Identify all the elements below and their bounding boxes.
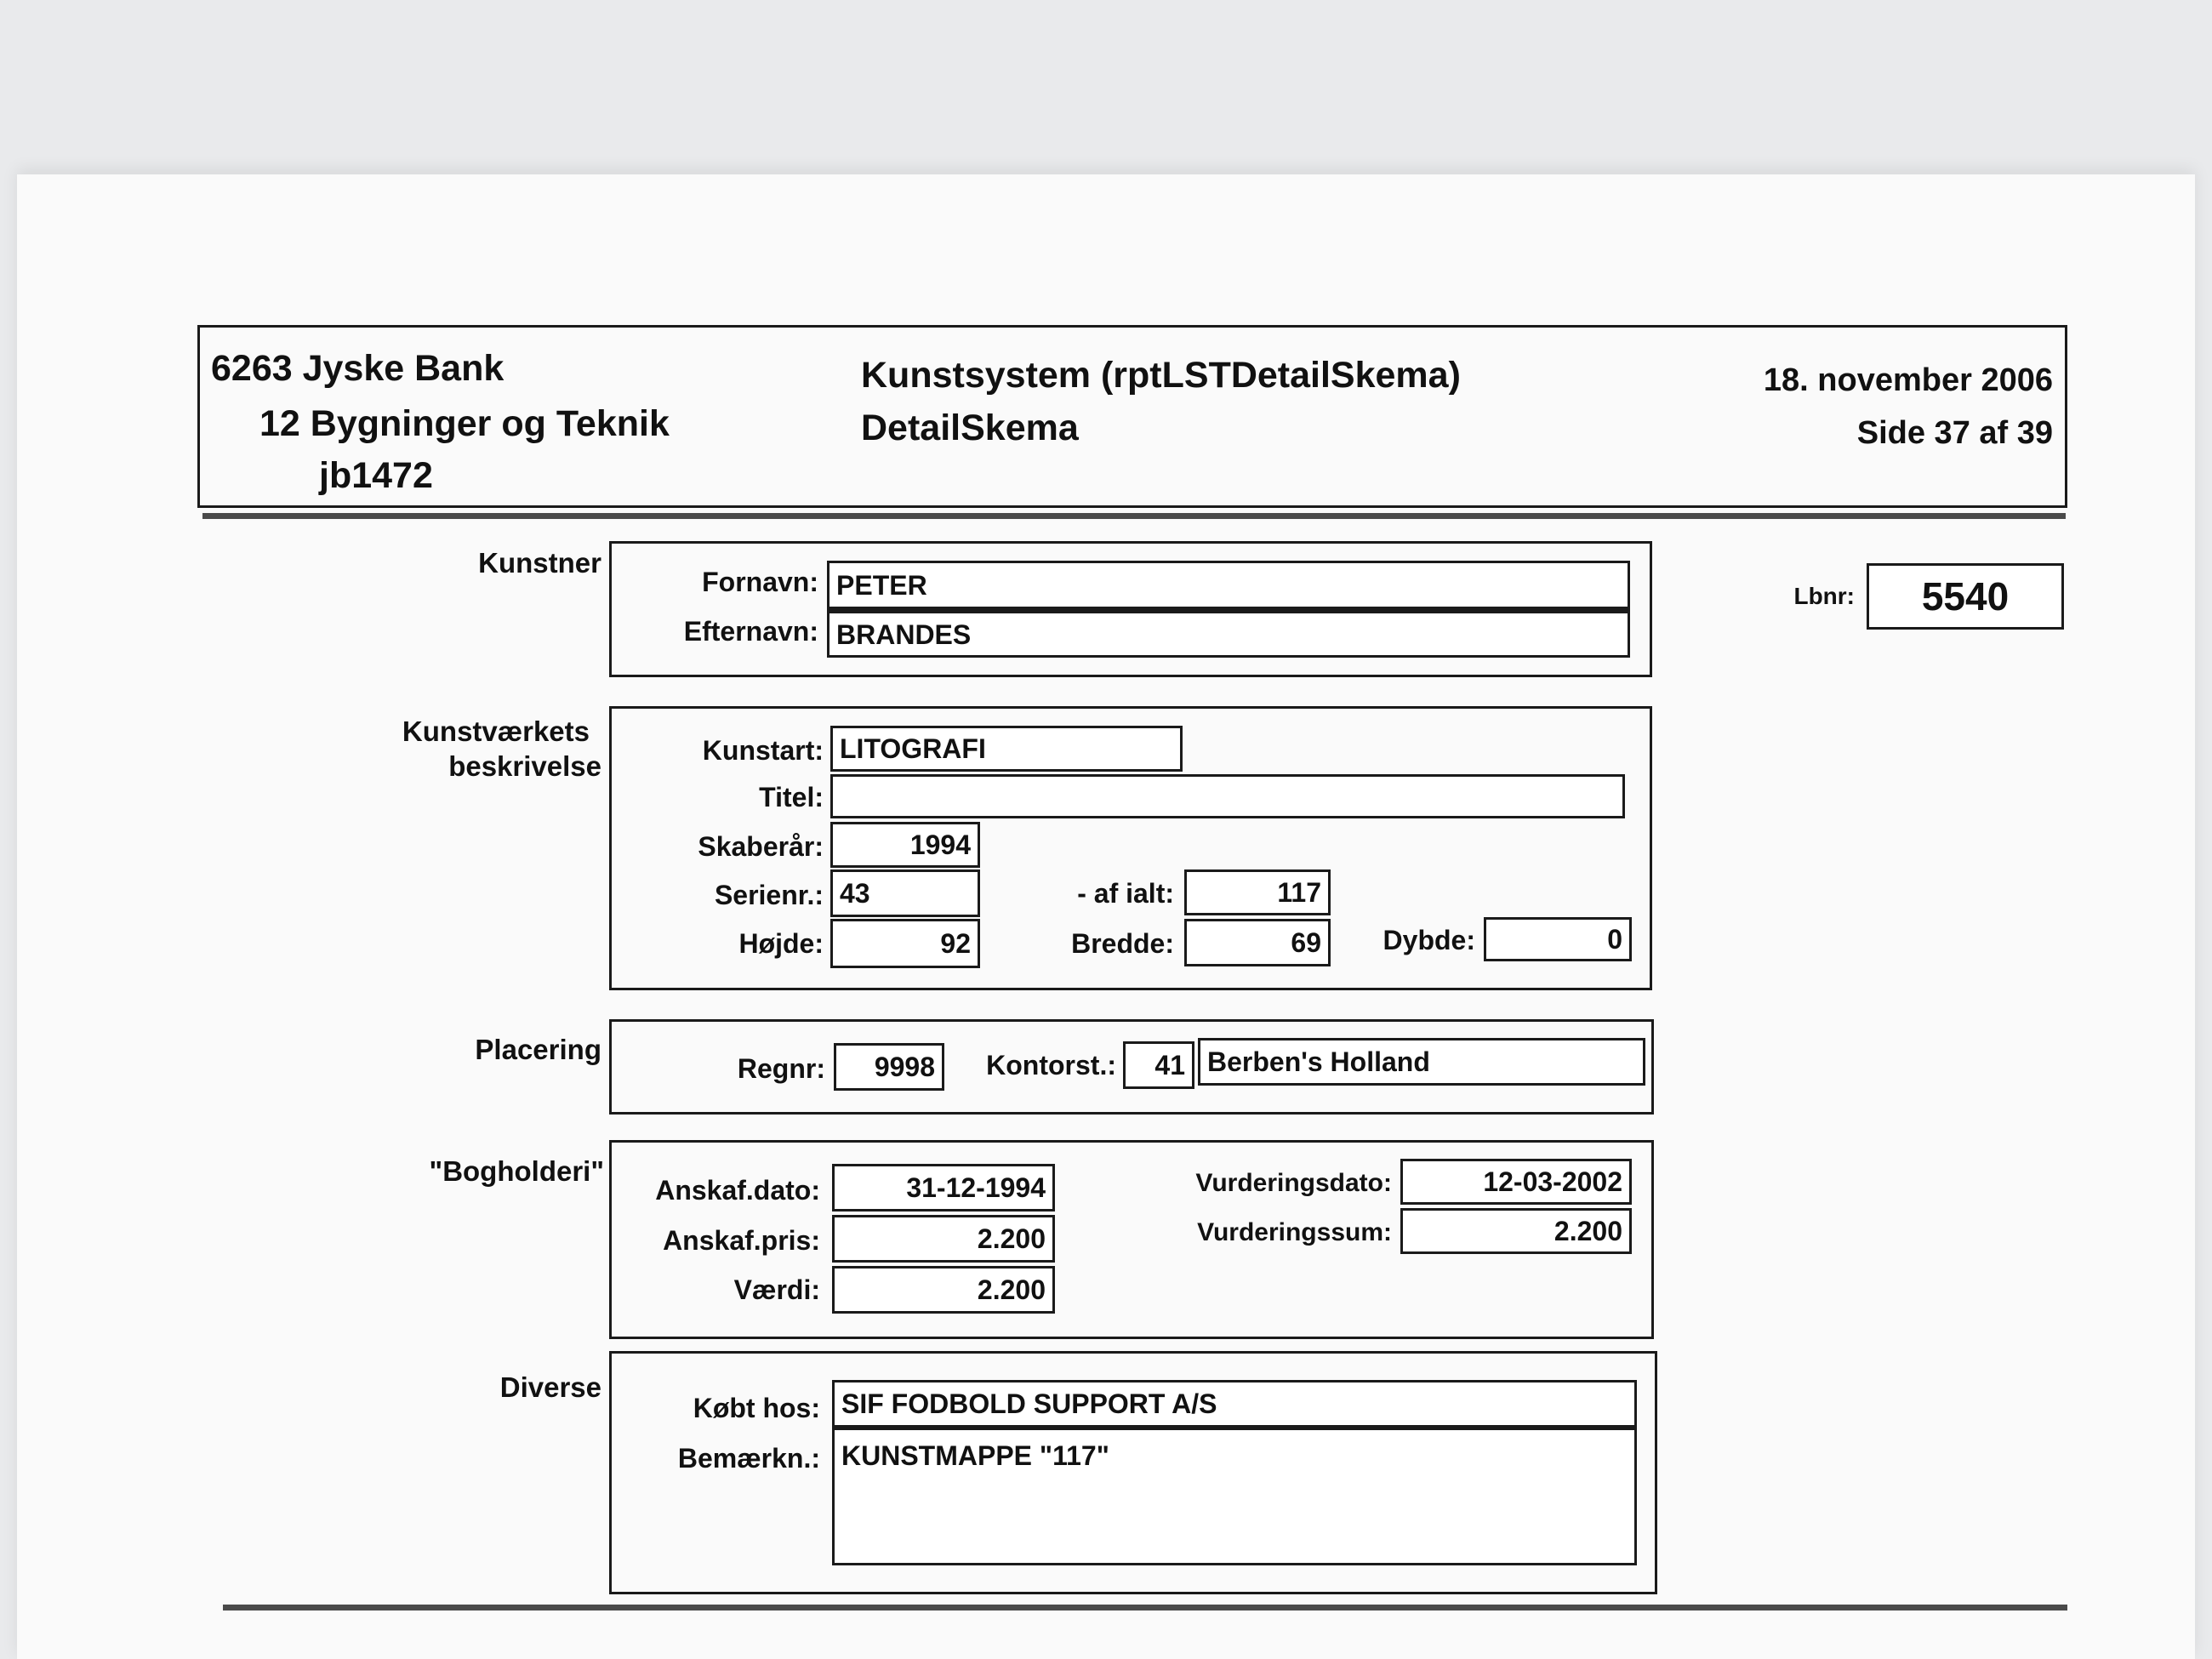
page-indicator: Side 37 af 39	[1856, 415, 2053, 451]
fornavn-field: PETER	[827, 561, 1630, 609]
org-line3: jb1472	[319, 455, 433, 496]
af-ialt-field: 117	[1184, 869, 1331, 915]
bemaerkn-field: KUNSTMAPPE "117"	[832, 1428, 1637, 1565]
titel-label: Titel:	[759, 782, 824, 812]
header-rule	[202, 513, 2066, 519]
report-date: 18. november 2006	[1763, 362, 2053, 398]
skaberaar-field: 1994	[830, 822, 980, 868]
serienr-field: 43	[830, 869, 980, 917]
regnr-field: 9998	[834, 1043, 944, 1091]
bemaerkn-label: Bemærkn.:	[677, 1443, 820, 1474]
af-ialt-label: - af ialt:	[1077, 878, 1174, 909]
section-diverse: Diverse	[499, 1371, 601, 1403]
lbnr-label: Lbnr:	[1793, 583, 1855, 609]
kunstart-field: LITOGRAFI	[830, 726, 1183, 772]
efternavn-label: Efternavn:	[683, 616, 818, 647]
section-beskrivelse-line1: Kunstværkets	[402, 715, 590, 747]
report-name: DetailSkema	[861, 408, 1079, 448]
kontorst-label: Kontorst.:	[986, 1050, 1116, 1080]
org-line1: 6263 Jyske Bank	[211, 348, 505, 389]
lbnr-field: 5540	[1867, 563, 2064, 630]
anskaf-pris-label: Anskaf.pris:	[663, 1225, 820, 1256]
vurderingsdato-label: Vurderingsdato:	[1195, 1169, 1392, 1197]
kontorst-nr-field: 41	[1123, 1041, 1194, 1089]
skaberaar-label: Skaberår:	[698, 831, 824, 862]
section-beskrivelse-line2: beskrivelse	[448, 750, 601, 782]
dybde-field: 0	[1484, 917, 1632, 961]
kontorst-navn-field: Berben's Holland	[1198, 1038, 1645, 1086]
efternavn-field: BRANDES	[827, 608, 1630, 658]
footer-rule	[223, 1605, 2067, 1611]
anskaf-dato-label: Anskaf.dato:	[655, 1175, 820, 1206]
vurderingssum-label: Vurderingssum:	[1197, 1218, 1392, 1246]
vaerdi-field: 2.200	[832, 1266, 1055, 1314]
section-bogholderi: "Bogholderi"	[429, 1155, 604, 1187]
anskaf-pris-field: 2.200	[832, 1215, 1055, 1263]
section-placering: Placering	[475, 1034, 601, 1065]
kunstart-label: Kunstart:	[702, 735, 824, 766]
titel-field	[830, 774, 1625, 818]
system-title: Kunstsystem (rptLSTDetailSkema)	[861, 355, 1461, 396]
vaerdi-label: Værdi:	[733, 1274, 820, 1305]
serienr-label: Serienr.:	[714, 880, 824, 910]
regnr-label: Regnr:	[737, 1053, 825, 1084]
hojde-label: Højde:	[738, 928, 824, 959]
bredde-field: 69	[1184, 919, 1331, 966]
kobt-hos-field: SIF FODBOLD SUPPORT A/S	[832, 1380, 1637, 1428]
anskaf-dato-field: 31-12-1994	[832, 1164, 1055, 1211]
dybde-label: Dybde:	[1382, 925, 1475, 955]
fornavn-label: Fornavn:	[702, 567, 818, 597]
bredde-label: Bredde:	[1071, 928, 1174, 959]
hojde-field: 92	[830, 919, 980, 968]
vurderingssum-field: 2.200	[1400, 1208, 1632, 1254]
org-line2: 12 Bygninger og Teknik	[259, 403, 670, 444]
vurderingsdato-field: 12-03-2002	[1400, 1159, 1632, 1205]
kobt-hos-label: Købt hos:	[693, 1393, 820, 1423]
section-kunstner: Kunstner	[478, 547, 601, 579]
